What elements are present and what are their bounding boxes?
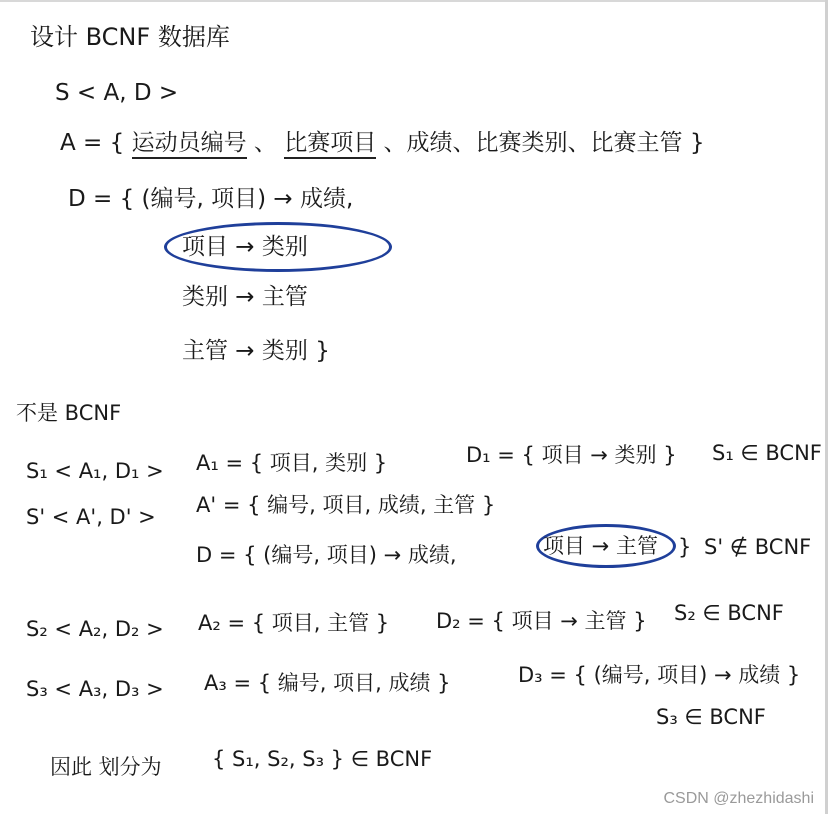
watermark: CSDN @zhezhidashi — [663, 790, 814, 807]
fd-line-4: 主管 → 类别 } — [182, 338, 330, 364]
s3-schema: S₃ < A₃, D₃ > — [26, 677, 164, 701]
fd-line-1: D = { (编号, 项目) → 成绩, — [68, 186, 354, 212]
fd-line-3: 类别 → 主管 — [182, 284, 308, 310]
s3-dependencies: D₃ = { (编号, 项目) → 成绩 } — [518, 663, 801, 687]
sprime-membership: S' ∉ BCNF — [704, 535, 812, 559]
s1-dependencies: D₁ = { 项目 → 类别 } — [466, 443, 677, 467]
sprime-schema: S' < A', D' > — [26, 505, 156, 529]
attribute-set-line — [60, 128, 704, 158]
s1-membership: S₁ ∈ BCNF — [712, 441, 822, 465]
s1-schema: S₁ < A₁, D₁ > — [26, 459, 164, 483]
attrs-prefix: A = { — [60, 130, 125, 156]
s3-attributes: A₃ = { 编号, 项目, 成绩 } — [204, 671, 451, 695]
sprime-deps-close: } — [678, 535, 692, 559]
sprime-attributes: A' = { 编号, 项目, 成绩, 主管 } — [196, 493, 496, 517]
schema-line: S < A, D > — [55, 80, 179, 106]
sprime-deps-part1: D = { (编号, 项目) → 成绩, — [196, 543, 457, 567]
title: 设计 BCNF 数据库 — [30, 23, 230, 51]
attrs-rest: 、成绩、比赛类别、比赛主管 } — [383, 130, 705, 156]
attrs-underlined-1: 运动员编号 — [132, 130, 247, 159]
s3-membership: S₃ ∈ BCNF — [656, 705, 766, 729]
s2-membership: S₂ ∈ BCNF — [674, 601, 784, 625]
attrs-sep: 、 — [253, 130, 277, 156]
fd-line-2: 项目 → 类别 — [182, 234, 308, 260]
s2-attributes: A₂ = { 项目, 主管 } — [198, 611, 390, 635]
sprime-deps-circled: 项目 → 主管 — [543, 534, 658, 558]
conclusion-set: { S₁, S₂, S₃ } ∈ BCNF — [212, 747, 433, 771]
top-border — [0, 0, 828, 2]
conclusion-label: 因此 划分为 — [50, 755, 162, 779]
s2-dependencies: D₂ = { 项目 → 主管 } — [436, 609, 647, 633]
s1-attributes: A₁ = { 项目, 类别 } — [196, 451, 388, 475]
attrs-underlined-2: 比赛项目 — [284, 130, 376, 159]
s2-schema: S₂ < A₂, D₂ > — [26, 617, 164, 641]
not-bcnf-label: 不是 BCNF — [16, 401, 122, 425]
